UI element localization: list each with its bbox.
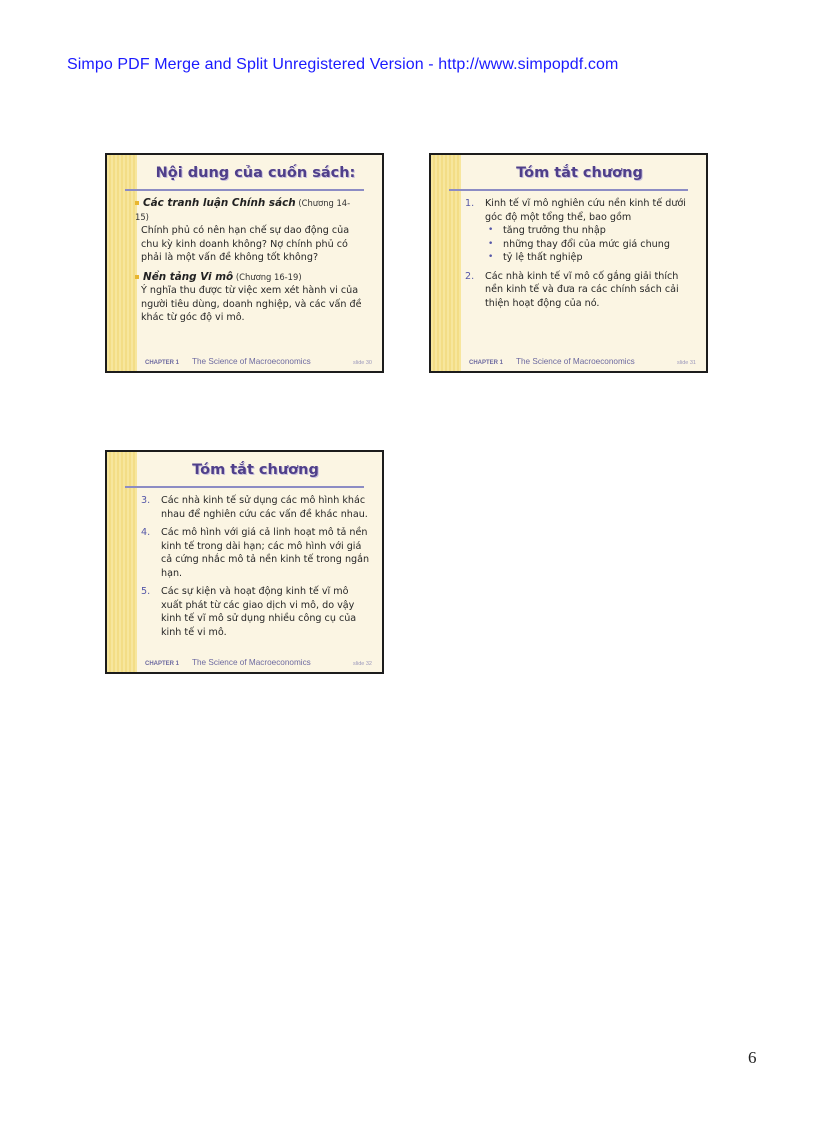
item-text: Các nhà kinh tế vĩ mô cố gắng giải thích nền kinh tế và đưa ra các chính sách cải thiện hoạt động của nó. <box>485 270 679 309</box>
footer-title: The Science of Macroeconomics <box>192 357 311 366</box>
slide-footer <box>145 655 372 667</box>
bullet-icon: • <box>488 225 494 235</box>
list-item <box>135 197 364 265</box>
bullet-icon: • <box>488 238 494 249</box>
slide-side-strip <box>431 155 461 371</box>
item-number: 5. <box>141 586 151 597</box>
bullet-icon <box>135 201 139 205</box>
item-text: Các sự kiện và hoạt động kinh tế vĩ mô xuất phát từ các giao dịch vi mô, do vậy kinh tế vĩ mô sử dụng nhiều công cụ của kinh tế vi mô. <box>161 586 357 638</box>
item-chapter-note: (Chương 14-15) <box>135 198 351 222</box>
slide-body <box>135 197 370 331</box>
bullet-icon: • <box>488 252 494 262</box>
item-heading: Các tranh luận Chính sách <box>143 197 296 209</box>
slide-body <box>465 197 694 315</box>
list-item <box>141 585 370 639</box>
slide-footer <box>145 354 372 366</box>
item-number: 1. <box>465 198 475 209</box>
footer-slide-number: slide 30 <box>353 360 372 366</box>
bullet-icon <box>135 275 139 279</box>
slide-title: Nội dung của cuốn sách: <box>155 165 356 181</box>
list-item <box>141 526 370 580</box>
footer-chapter: CHAPTER 1 <box>145 360 180 366</box>
list-item <box>465 270 694 311</box>
slide-side-strip <box>107 155 137 371</box>
slide-chapter-summary-1 <box>429 153 708 373</box>
title-divider <box>125 486 364 488</box>
slide-title: Tóm tắt chương <box>516 165 643 181</box>
item-chapter-note: (Chương 16-19) <box>233 271 302 282</box>
list-item <box>135 271 364 325</box>
sub-list-item: • tỷ lệ thất nghiệp <box>488 252 583 263</box>
list-item <box>141 494 370 521</box>
title-divider <box>125 189 364 191</box>
footer-title: The Science of Macroeconomics <box>192 658 311 667</box>
item-text: Kinh tế vĩ mô nghiên cứu nền kinh tế dưới góc độ một tổng thể, bao gồm <box>485 198 686 223</box>
slide-footer <box>469 354 696 366</box>
item-number: 2. <box>465 270 475 282</box>
slide-chapter-summary-2 <box>105 450 384 674</box>
sub-list <box>485 224 694 265</box>
item-text: Các nhà kinh tế sử dụng các mô hình khác nhau để nghiên cứu các vấn đề khác nhau. <box>161 495 368 520</box>
title-divider <box>449 189 688 191</box>
footer-chapter: CHAPTER 1 <box>145 661 180 667</box>
page-number: 6 <box>748 1048 757 1067</box>
footer-slide-number: slide 32 <box>353 661 372 667</box>
footer-title: The Science of Macroeconomics <box>516 357 635 366</box>
slide-side-strip <box>107 452 137 672</box>
sub-list-item: • những thay đổi của mức giá chung <box>488 238 670 250</box>
slide-title: Tóm tắt chương <box>192 462 319 478</box>
item-text: Ý nghĩa thu được từ việc xem xét hành vi của người tiêu dùng, doanh nghiệp, và các vấn đề khác từ góc độ vi mô. <box>141 285 362 323</box>
item-number: 3. <box>141 495 151 506</box>
item-text: Các mô hình với giá cả linh hoạt mô tả nền kinh tế trong dài hạn; các mô hình với giá cả cứng nhắc mô tả nền kinh tế trong ngắn hạn. <box>161 527 370 579</box>
watermark-banner: Simpo PDF Merge and Split Unregistered Version - http://www.simpopdf.com <box>67 56 619 73</box>
footer-slide-number: slide 31 <box>677 360 696 366</box>
item-number: 4. <box>141 527 151 538</box>
list-item <box>465 197 694 265</box>
footer-chapter: CHAPTER 1 <box>469 360 504 366</box>
slide-body <box>141 494 370 644</box>
slide-book-contents <box>105 153 384 373</box>
sub-list-item: • tăng trưởng thu nhập <box>488 225 606 236</box>
item-heading: Nền tảng Vi mô <box>143 270 234 283</box>
item-text: Chính phủ có nên hạn chế sự dao động của chu kỳ kinh doanh không? Nợ chính phủ có phải là một vấn đề không tốt không? <box>141 225 350 263</box>
